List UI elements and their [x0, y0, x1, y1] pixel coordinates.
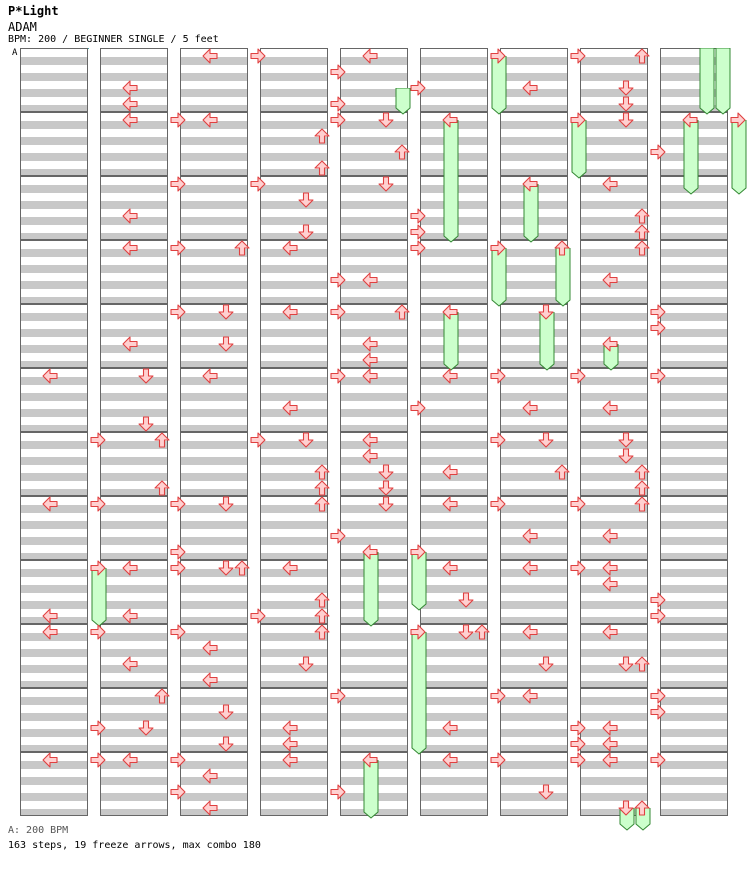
measure-block — [20, 240, 88, 304]
right-arrow-icon — [250, 48, 266, 64]
measure-block — [100, 368, 168, 432]
left-arrow-icon — [602, 400, 618, 416]
right-arrow-icon — [490, 432, 506, 448]
freeze-arrow — [731, 120, 747, 196]
measure-block — [660, 752, 728, 816]
right-arrow-icon — [330, 64, 346, 80]
freeze-arrow — [699, 48, 715, 116]
right-arrow-icon — [650, 368, 666, 384]
up-arrow-icon — [314, 160, 330, 176]
bpm-marker: A — [12, 48, 18, 58]
left-arrow-icon — [122, 608, 138, 624]
right-arrow-icon — [490, 496, 506, 512]
left-arrow-icon — [122, 112, 138, 128]
freeze-arrow — [363, 552, 379, 628]
measure-block — [660, 496, 728, 560]
left-arrow-icon — [122, 96, 138, 112]
left-arrow-icon — [122, 240, 138, 256]
right-arrow-icon — [570, 496, 586, 512]
up-arrow-icon — [554, 240, 570, 256]
left-arrow-icon — [602, 336, 618, 352]
right-arrow-icon — [410, 624, 426, 640]
down-arrow-icon — [378, 496, 394, 512]
right-arrow-icon — [330, 368, 346, 384]
down-arrow-icon — [618, 800, 634, 816]
up-arrow-icon — [314, 496, 330, 512]
down-arrow-icon — [538, 432, 554, 448]
right-arrow-icon — [170, 624, 186, 640]
right-arrow-icon — [330, 272, 346, 288]
left-arrow-icon — [42, 752, 58, 768]
left-arrow-icon — [362, 432, 378, 448]
right-arrow-icon — [730, 112, 746, 128]
down-arrow-icon — [538, 304, 554, 320]
right-arrow-icon — [170, 176, 186, 192]
right-arrow-icon — [90, 432, 106, 448]
left-arrow-icon — [202, 800, 218, 816]
left-arrow-icon — [122, 80, 138, 96]
up-arrow-icon — [634, 48, 650, 64]
right-arrow-icon — [490, 752, 506, 768]
down-arrow-icon — [298, 224, 314, 240]
left-arrow-icon — [42, 368, 58, 384]
right-arrow-icon — [570, 720, 586, 736]
right-arrow-icon — [330, 784, 346, 800]
up-arrow-icon — [394, 304, 410, 320]
left-arrow-icon — [362, 352, 378, 368]
freeze-arrow — [683, 120, 699, 196]
up-arrow-icon — [474, 624, 490, 640]
right-arrow-icon — [650, 704, 666, 720]
down-arrow-icon — [618, 96, 634, 112]
right-arrow-icon — [90, 720, 106, 736]
left-arrow-icon — [442, 752, 458, 768]
down-arrow-icon — [378, 176, 394, 192]
right-arrow-icon — [330, 688, 346, 704]
measure-block — [420, 240, 488, 304]
measure-block — [20, 432, 88, 496]
down-arrow-icon — [618, 432, 634, 448]
left-arrow-icon — [602, 272, 618, 288]
right-arrow-icon — [330, 112, 346, 128]
left-arrow-icon — [122, 336, 138, 352]
down-arrow-icon — [298, 432, 314, 448]
down-arrow-icon — [378, 112, 394, 128]
right-arrow-icon — [90, 560, 106, 576]
left-arrow-icon — [602, 720, 618, 736]
left-arrow-icon — [602, 752, 618, 768]
freeze-arrow — [555, 248, 571, 308]
left-arrow-icon — [522, 624, 538, 640]
measure-block — [180, 432, 248, 496]
freeze-arrow — [411, 632, 427, 756]
left-arrow-icon — [362, 48, 378, 64]
down-arrow-icon — [138, 416, 154, 432]
right-arrow-icon — [650, 688, 666, 704]
right-arrow-icon — [170, 784, 186, 800]
left-arrow-icon — [602, 176, 618, 192]
right-arrow-icon — [250, 608, 266, 624]
chart-stats: 163 steps, 19 freeze arrows, max combo 180 — [8, 840, 261, 851]
freeze-arrow — [539, 312, 555, 372]
down-arrow-icon — [218, 560, 234, 576]
measure-block — [20, 688, 88, 752]
measure-block — [180, 688, 248, 752]
left-arrow-icon — [682, 112, 698, 128]
left-arrow-icon — [202, 672, 218, 688]
right-arrow-icon — [90, 624, 106, 640]
up-arrow-icon — [634, 224, 650, 240]
freeze-arrow — [491, 56, 507, 116]
measure-block — [340, 176, 408, 240]
down-arrow-icon — [618, 80, 634, 96]
up-arrow-icon — [554, 464, 570, 480]
right-arrow-icon — [330, 304, 346, 320]
left-arrow-icon — [42, 624, 58, 640]
measure-block — [660, 688, 728, 752]
song-title: ADAM — [8, 20, 37, 34]
up-arrow-icon — [634, 480, 650, 496]
right-arrow-icon — [650, 304, 666, 320]
down-arrow-icon — [618, 112, 634, 128]
right-arrow-icon — [570, 752, 586, 768]
left-arrow-icon — [522, 528, 538, 544]
measure-block — [660, 624, 728, 688]
up-arrow-icon — [314, 464, 330, 480]
freeze-arrow — [571, 120, 587, 180]
left-arrow-icon — [362, 544, 378, 560]
measure-block — [20, 176, 88, 240]
measure-block — [260, 48, 328, 112]
up-arrow-icon — [394, 144, 410, 160]
right-arrow-icon — [410, 208, 426, 224]
right-arrow-icon — [410, 224, 426, 240]
down-arrow-icon — [218, 736, 234, 752]
measure-block — [660, 240, 728, 304]
bpm-note: A: 200 BPM — [8, 825, 69, 836]
right-arrow-icon — [90, 496, 106, 512]
right-arrow-icon — [90, 752, 106, 768]
up-arrow-icon — [314, 128, 330, 144]
down-arrow-icon — [378, 480, 394, 496]
left-arrow-icon — [42, 608, 58, 624]
up-arrow-icon — [234, 240, 250, 256]
right-arrow-icon — [410, 240, 426, 256]
right-arrow-icon — [490, 48, 506, 64]
up-arrow-icon — [634, 656, 650, 672]
right-arrow-icon — [490, 688, 506, 704]
down-arrow-icon — [458, 592, 474, 608]
measure-block — [20, 304, 88, 368]
freeze-arrow — [443, 312, 459, 372]
right-arrow-icon — [570, 48, 586, 64]
left-arrow-icon — [122, 208, 138, 224]
right-arrow-icon — [250, 432, 266, 448]
left-arrow-icon — [122, 752, 138, 768]
down-arrow-icon — [298, 656, 314, 672]
right-arrow-icon — [410, 544, 426, 560]
left-arrow-icon — [442, 496, 458, 512]
left-arrow-icon — [122, 560, 138, 576]
freeze-arrow — [491, 248, 507, 308]
left-arrow-icon — [442, 720, 458, 736]
right-arrow-icon — [650, 320, 666, 336]
right-arrow-icon — [650, 608, 666, 624]
right-arrow-icon — [650, 144, 666, 160]
freeze-arrow — [523, 184, 539, 244]
right-arrow-icon — [170, 112, 186, 128]
left-arrow-icon — [522, 176, 538, 192]
left-arrow-icon — [282, 736, 298, 752]
down-arrow-icon — [458, 624, 474, 640]
left-arrow-icon — [362, 752, 378, 768]
up-arrow-icon — [154, 432, 170, 448]
up-arrow-icon — [314, 624, 330, 640]
up-arrow-icon — [634, 800, 650, 816]
measure-block — [660, 304, 728, 368]
measure-block — [500, 304, 568, 368]
down-arrow-icon — [378, 464, 394, 480]
right-arrow-icon — [170, 560, 186, 576]
up-arrow-icon — [634, 240, 650, 256]
left-arrow-icon — [442, 112, 458, 128]
down-arrow-icon — [618, 656, 634, 672]
measure-block — [580, 112, 648, 176]
left-arrow-icon — [522, 80, 538, 96]
left-arrow-icon — [282, 304, 298, 320]
freeze-arrow — [395, 88, 411, 116]
right-arrow-icon — [570, 368, 586, 384]
measure-block — [340, 624, 408, 688]
left-arrow-icon — [602, 576, 618, 592]
up-arrow-icon — [634, 464, 650, 480]
freeze-arrow — [443, 120, 459, 244]
left-arrow-icon — [202, 768, 218, 784]
measure-block — [180, 496, 248, 560]
left-arrow-icon — [362, 336, 378, 352]
measure-block — [420, 48, 488, 112]
left-arrow-icon — [202, 48, 218, 64]
left-arrow-icon — [442, 368, 458, 384]
left-arrow-icon — [602, 560, 618, 576]
right-arrow-icon — [570, 736, 586, 752]
up-arrow-icon — [634, 496, 650, 512]
up-arrow-icon — [314, 480, 330, 496]
left-arrow-icon — [362, 448, 378, 464]
left-arrow-icon — [362, 368, 378, 384]
left-arrow-icon — [282, 240, 298, 256]
measure-block — [660, 560, 728, 624]
right-arrow-icon — [490, 240, 506, 256]
measure-block — [500, 112, 568, 176]
measure-block — [180, 176, 248, 240]
left-arrow-icon — [362, 272, 378, 288]
up-arrow-icon — [154, 688, 170, 704]
left-arrow-icon — [522, 560, 538, 576]
right-arrow-icon — [170, 752, 186, 768]
down-arrow-icon — [138, 720, 154, 736]
down-arrow-icon — [218, 704, 234, 720]
measure-block — [180, 304, 248, 368]
left-arrow-icon — [282, 720, 298, 736]
left-arrow-icon — [602, 528, 618, 544]
up-arrow-icon — [314, 592, 330, 608]
right-arrow-icon — [170, 240, 186, 256]
chart-info: BPM: 200 / BEGINNER SINGLE / 5 feet — [8, 34, 219, 45]
left-arrow-icon — [442, 560, 458, 576]
measure-block — [660, 432, 728, 496]
right-arrow-icon — [410, 400, 426, 416]
right-arrow-icon — [570, 112, 586, 128]
measure-block — [20, 112, 88, 176]
measure-block — [500, 752, 568, 816]
freeze-arrow — [411, 552, 427, 612]
down-arrow-icon — [218, 304, 234, 320]
left-arrow-icon — [522, 400, 538, 416]
left-arrow-icon — [522, 688, 538, 704]
left-arrow-icon — [442, 304, 458, 320]
down-arrow-icon — [138, 368, 154, 384]
down-arrow-icon — [538, 656, 554, 672]
left-arrow-icon — [122, 656, 138, 672]
right-arrow-icon — [330, 528, 346, 544]
measure-block — [340, 688, 408, 752]
down-arrow-icon — [218, 496, 234, 512]
left-arrow-icon — [442, 464, 458, 480]
up-arrow-icon — [154, 480, 170, 496]
right-arrow-icon — [570, 560, 586, 576]
right-arrow-icon — [490, 368, 506, 384]
left-arrow-icon — [202, 368, 218, 384]
down-arrow-icon — [218, 336, 234, 352]
right-arrow-icon — [170, 496, 186, 512]
right-arrow-icon — [250, 176, 266, 192]
right-arrow-icon — [170, 304, 186, 320]
up-arrow-icon — [234, 560, 250, 576]
freeze-arrow — [363, 760, 379, 820]
right-arrow-icon — [650, 752, 666, 768]
right-arrow-icon — [650, 592, 666, 608]
measure-block — [20, 48, 88, 112]
left-arrow-icon — [202, 640, 218, 656]
left-arrow-icon — [282, 560, 298, 576]
left-arrow-icon — [602, 736, 618, 752]
left-arrow-icon — [282, 400, 298, 416]
up-arrow-icon — [634, 208, 650, 224]
left-arrow-icon — [282, 752, 298, 768]
chart-label: P*Light — [8, 4, 59, 18]
measure-block — [100, 496, 168, 560]
freeze-arrow — [91, 568, 107, 628]
down-arrow-icon — [298, 192, 314, 208]
measure-block — [260, 176, 328, 240]
left-arrow-icon — [602, 624, 618, 640]
freeze-arrow — [715, 48, 731, 116]
down-arrow-icon — [618, 448, 634, 464]
up-arrow-icon — [314, 608, 330, 624]
right-arrow-icon — [330, 96, 346, 112]
right-arrow-icon — [170, 544, 186, 560]
measure-block — [660, 368, 728, 432]
left-arrow-icon — [202, 112, 218, 128]
right-arrow-icon — [410, 80, 426, 96]
left-arrow-icon — [42, 496, 58, 512]
down-arrow-icon — [538, 784, 554, 800]
